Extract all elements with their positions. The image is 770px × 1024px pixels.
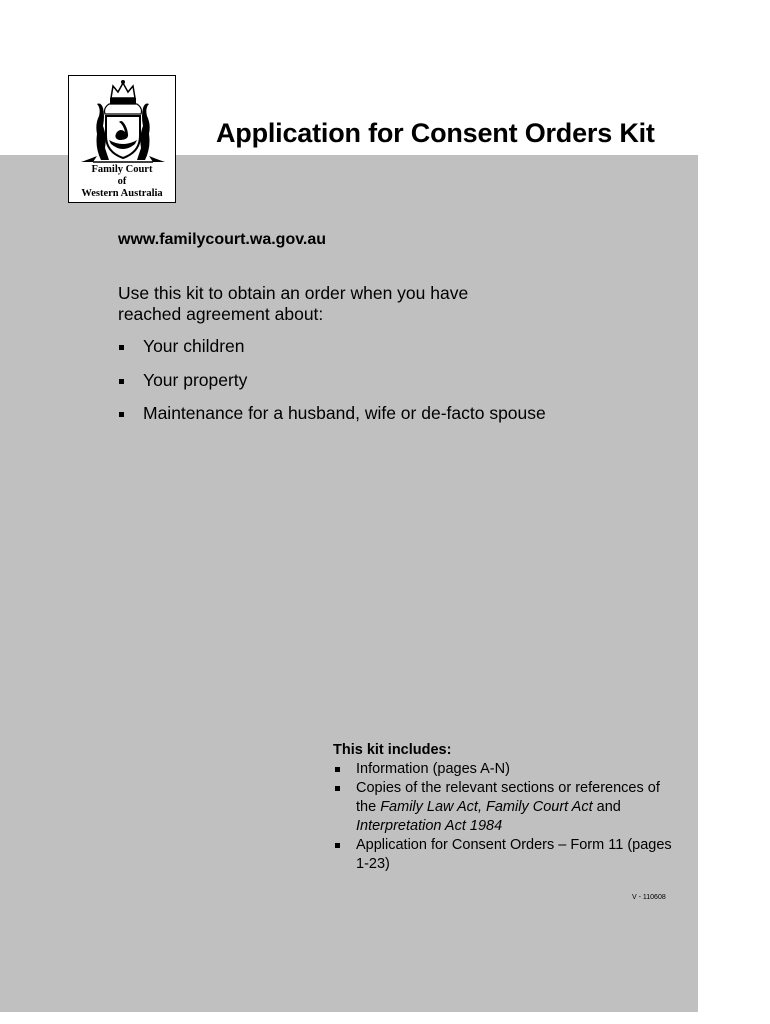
list-item-text: Application for Consent Orders – Form 11 (pages 1-23) [356, 837, 672, 872]
act-name-italic: Family Law Act, Family Court Act [380, 799, 593, 815]
list-item-text: Maintenance for a husband, wife or de-facto spouse [143, 403, 546, 423]
page-title: Application for Consent Orders Kit [216, 118, 655, 148]
bullet-square-icon [335, 843, 340, 848]
bullet-square-icon [119, 345, 124, 350]
list-item-text: Your property [143, 369, 248, 390]
crest-caption [69, 164, 175, 200]
kit-includes-list [333, 760, 673, 874]
list-item [118, 403, 546, 437]
crest-caption-line3: Western Australia [81, 188, 163, 199]
version-code: V - 110608 [632, 894, 666, 901]
list-item-text: Your children [143, 336, 245, 356]
bullet-square-icon [335, 786, 340, 791]
crest-caption-line1: Family Court [91, 164, 153, 175]
list-item-text: and [592, 799, 621, 815]
list-item-text: Information (pages A-N) [356, 761, 510, 777]
bullet-square-icon [335, 767, 340, 772]
list-item [333, 760, 673, 779]
kit-includes-section [333, 741, 673, 874]
coat-of-arms-icon [73, 78, 173, 164]
kit-includes-heading: This kit includes: [333, 742, 452, 758]
list-item [333, 836, 673, 874]
agreement-list [118, 336, 546, 437]
court-crest-logo [68, 75, 176, 203]
intro-text: Use this kit to obtain an order when you have reached agreement about: [118, 283, 469, 324]
bullet-square-icon [119, 412, 124, 417]
list-item-text: Copies of the relevant sections or references of the [356, 780, 660, 815]
list-item [118, 336, 546, 370]
list-item [333, 779, 673, 836]
website-url[interactable]: www.familycourt.wa.gov.au [118, 231, 327, 248]
list-item [118, 370, 546, 404]
crest-caption-line2: of [117, 176, 127, 187]
bullet-square-icon [119, 379, 124, 384]
act-name-italic: Interpretation Act 1984 [356, 818, 503, 834]
